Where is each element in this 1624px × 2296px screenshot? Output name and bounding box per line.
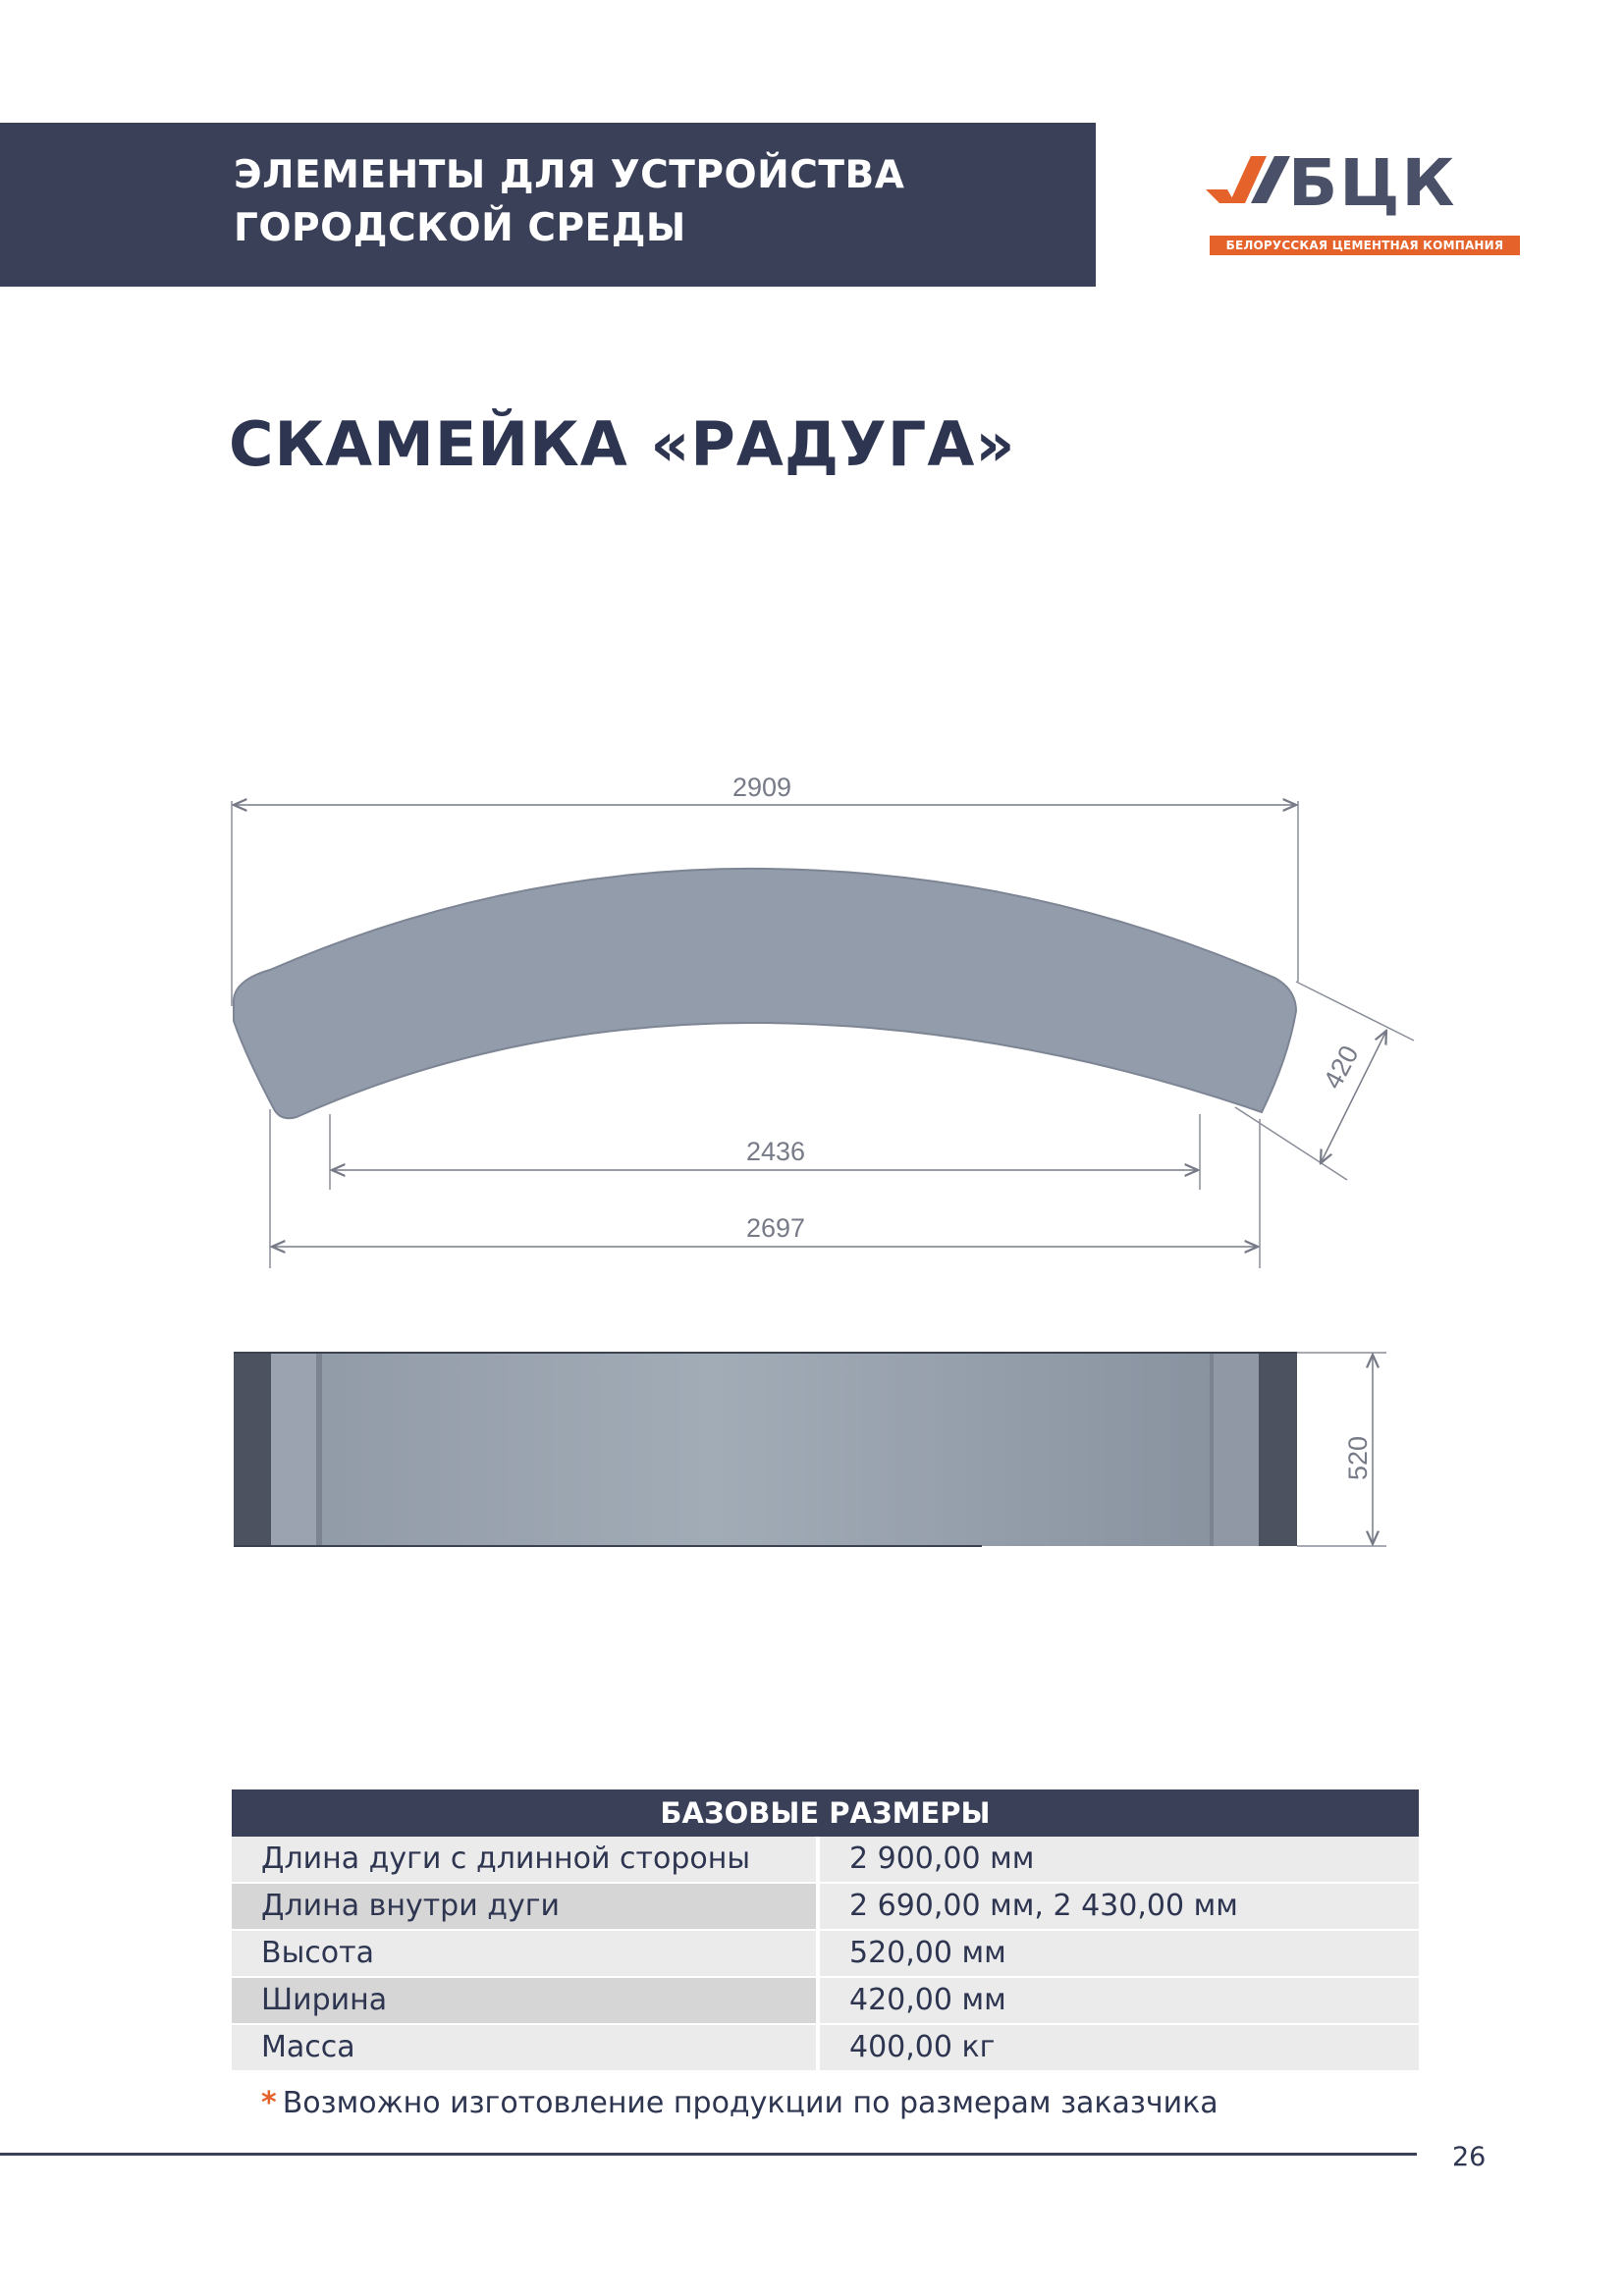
- bench-top-view: [234, 869, 1296, 1118]
- dim-label-bottom-span: 2697: [746, 1213, 806, 1243]
- logo-brand-text: БЦК: [1288, 145, 1457, 221]
- table-row: [232, 1978, 1419, 2025]
- bench-front-view: [234, 1353, 1297, 1546]
- dim-label-inner-span: 2436: [746, 1137, 806, 1166]
- footnote: [261, 2086, 1218, 2120]
- table-row: [232, 1837, 1419, 1884]
- dim-label-outer-arc: 2909: [732, 773, 792, 802]
- table-row: [232, 2025, 1419, 2072]
- spec-value: 400,00 кг: [816, 2025, 1419, 2070]
- specs-table-body: [232, 1837, 1419, 2072]
- spec-label: Высота: [232, 1931, 816, 1976]
- page-title: СКАМЕЙКА «РАДУГА»: [229, 408, 1016, 480]
- spec-value: 2 900,00 мм: [816, 1837, 1419, 1882]
- spec-label: Масса: [232, 2025, 816, 2070]
- footnote-text: Возможно изготовление продукции по размерам заказчика: [282, 2086, 1218, 2120]
- dim-label-width: 420: [1318, 1041, 1365, 1095]
- spec-label: Ширина: [232, 1978, 816, 2023]
- specs-table-header: БАЗОВЫЕ РАЗМЕРЫ: [232, 1789, 1419, 1837]
- header-title-line2: ГОРОДСКОЙ СРЕДЫ: [234, 206, 686, 250]
- spec-value: 520,00 мм: [816, 1931, 1419, 1976]
- asterisk-icon: *: [261, 2086, 277, 2120]
- table-row: [232, 1931, 1419, 1978]
- footer-divider: [0, 2153, 1417, 2156]
- dim-label-height: 520: [1343, 1435, 1373, 1480]
- spec-label: Длина дуги с длинной стороны: [232, 1837, 816, 1882]
- header-title-line1: ЭЛЕМЕНТЫ ДЛЯ УСТРОЙСТВА: [234, 153, 905, 197]
- specs-table: [232, 1789, 1419, 2072]
- page-number: 26: [1452, 2142, 1487, 2172]
- spec-value: 2 690,00 мм, 2 430,00 мм: [816, 1884, 1419, 1929]
- logo-tagline: БЕЛОРУССКАЯ ЦЕМЕНТНАЯ КОМПАНИЯ: [1210, 236, 1520, 255]
- spec-label: Длина внутри дуги: [232, 1884, 816, 1929]
- table-row: [232, 1884, 1419, 1931]
- spec-value: 420,00 мм: [816, 1978, 1419, 2023]
